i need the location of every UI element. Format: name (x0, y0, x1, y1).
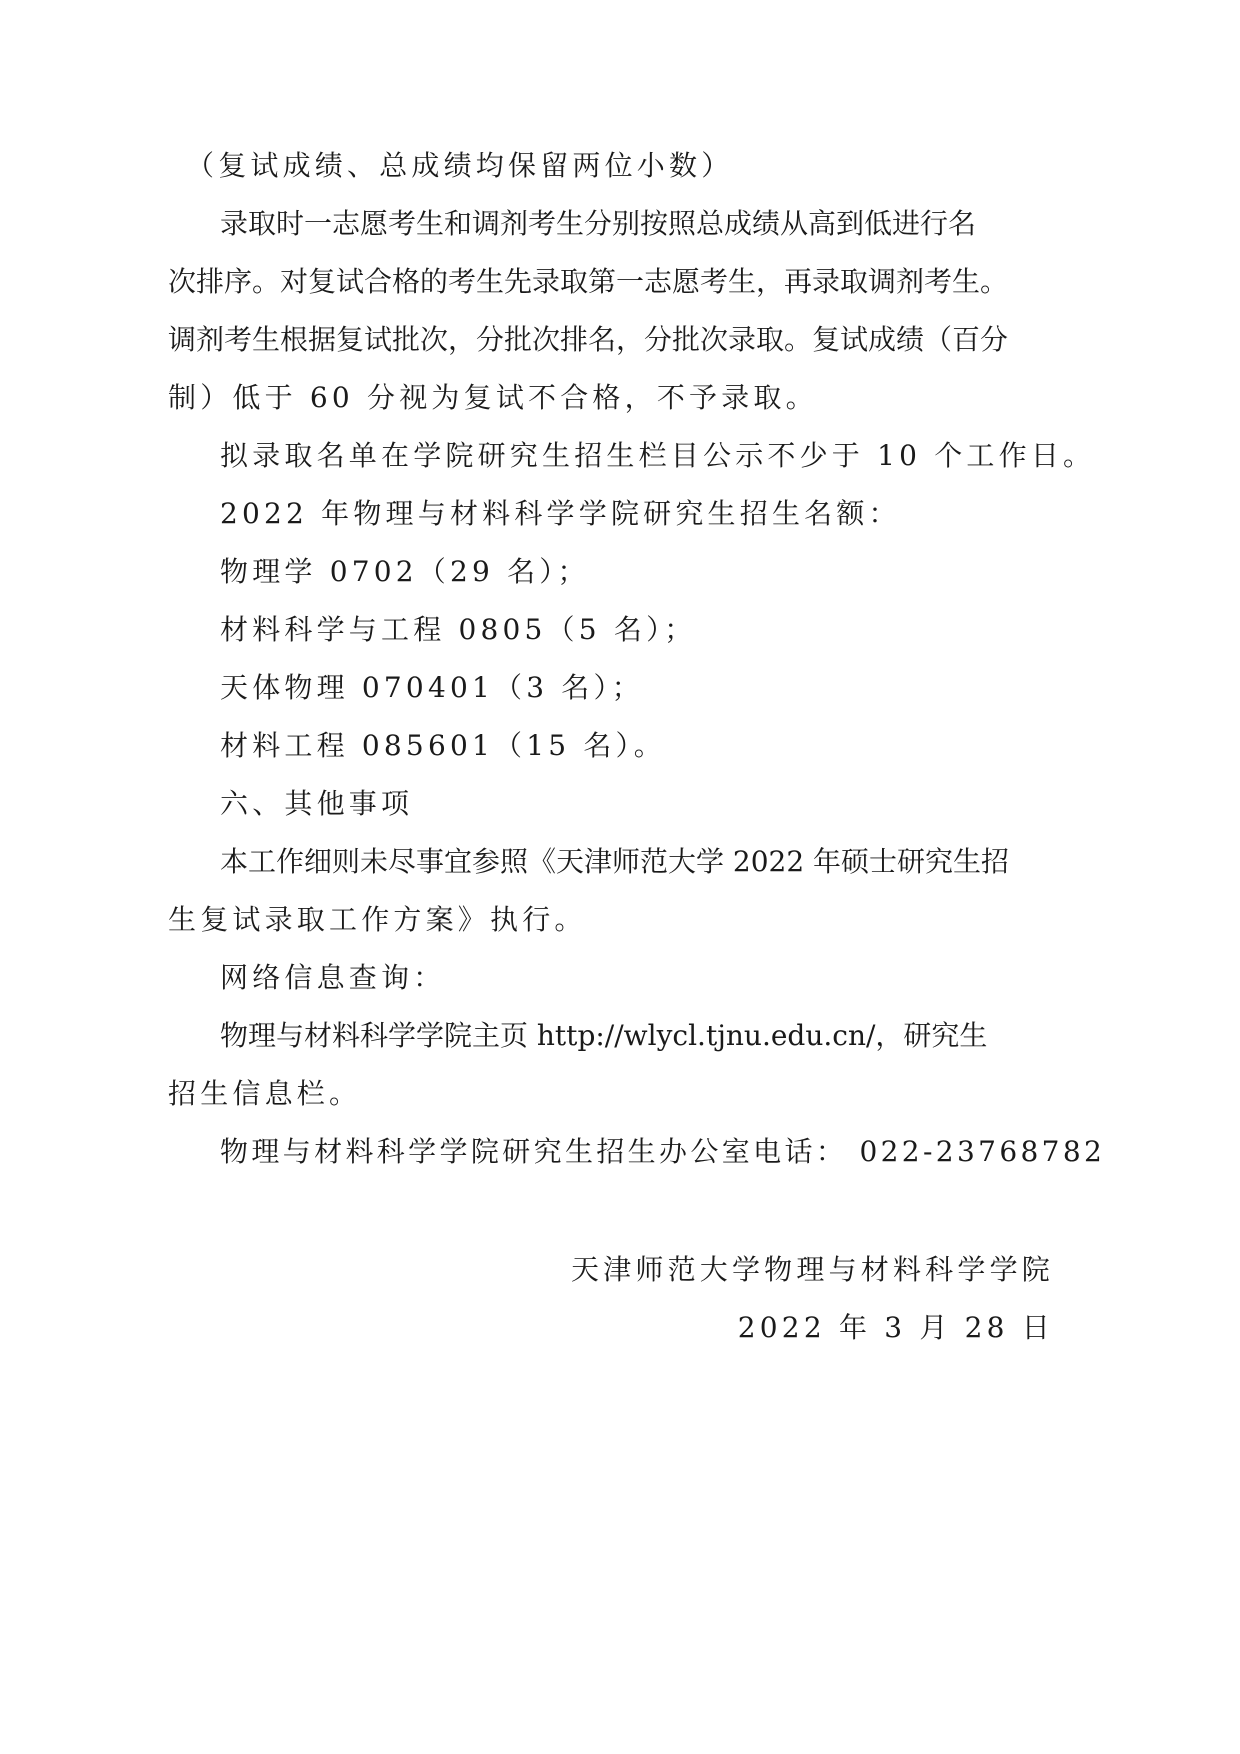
quota-item-astrophysics: 天体物理 070401（3 名）； (220, 671, 644, 704)
web-info-line-1: 物理与材料科学学院主页 http://wlycl.tjnu.edu.cn/，研究生 (220, 1019, 988, 1052)
ranking-paragraph-line-4: 制）低于 60 分视为复试不合格，不予录取。 (168, 381, 818, 414)
web-info-title: 网络信息查询： (220, 961, 446, 994)
web-info-line-2: 招生信息栏。 (168, 1077, 362, 1110)
other-matters-line-1: 本工作细则未尽事宜参照《天津师范大学 2022 年硕士研究生招 (220, 845, 1010, 878)
quota-item-materials-science: 材料科学与工程 0805（5 名）； (220, 613, 697, 646)
quota-title: 2022 年物理与材料科学学院研究生招生名额： (220, 497, 901, 530)
signature-organization: 天津师范大学物理与材料科学学院 (570, 1253, 1054, 1286)
quota-item-materials-engineering: 材料工程 085601（15 名）。 (220, 729, 666, 762)
section-heading-other-matters: 六、其他事项 (220, 787, 414, 820)
admissions-office-phone: 物理与材料科学学院研究生招生办公室电话： 022-23768782 (220, 1135, 1106, 1168)
score-precision-note: （复试成绩、总成绩均保留两位小数） (186, 149, 734, 182)
publicity-paragraph: 拟录取名单在学院研究生招生栏目公示不少于 10 个工作日。 (220, 439, 1096, 472)
signature-date: 2022 年 3 月 28 日 (737, 1311, 1054, 1344)
quota-item-physics: 物理学 0702（29 名）； (220, 555, 590, 588)
ranking-paragraph-line-2: 次排序。对复试合格的考生先录取第一志愿考生，再录取调剂考生。 (168, 265, 1009, 298)
other-matters-line-2: 生复试录取工作方案》执行。 (168, 903, 587, 936)
ranking-paragraph-line-3: 调剂考生根据复试批次，分批次排名，分批次录取。复试成绩（百分 (168, 323, 1009, 356)
ranking-paragraph-line-1: 录取时一志愿考生和调剂考生分别按照总成绩从高到低进行名 (220, 207, 977, 240)
